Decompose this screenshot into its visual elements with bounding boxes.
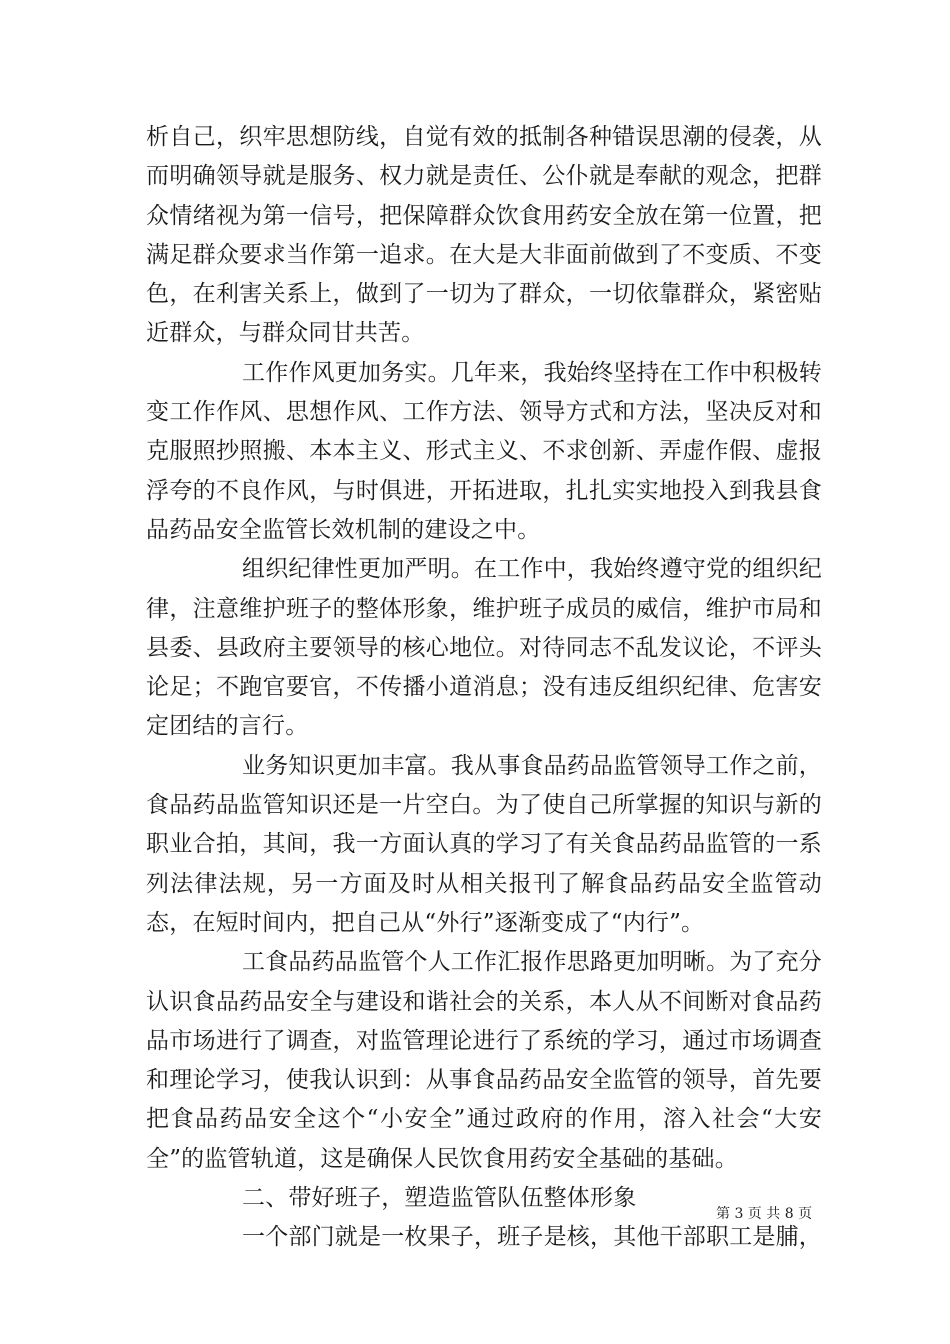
section-heading-2: 二、带好班子，塑造监管队伍整体形象 (242, 1185, 637, 1212)
document-body (146, 118, 822, 1258)
paragraph-5: 工食品药品监管个人工作汇报作思路更加明晰。为了充分认识食品药品安全与建设和谐社会的关系，本人从不间断对食品药品市场进行了调查，对监管理论进行了系统的学习，通过市场调查和理论学习，使我认识到：从事食品药品安全监管的领导，首先要把食品药品安全这个“小安全”通过政府的作用，溶入社会“大安全”的监管轨道，这是确保人民饮食用药安全基础的基础。 (146, 949, 822, 1172)
paragraph-1: 析自己，织牢思想防线，自觉有效的抵制各种错误思潮的侵袭，从而明确领导就是服务、权力就是责任、公仆就是奉献的观念，把群众情绪视为第一信号，把保障群众饮食用药安全放在第一位置，把满足群众要求当作第一追求。在大是大非面前做到了不变质、不变色，在利害关系上，做到了一切为了群众，一切依靠群众，紧密贴近群众，与群众同甘共苦。 (146, 124, 822, 347)
paragraph-2: 工作作风更加务实。几年来，我始终坚持在工作中积极转变工作作风、思想作风、工作方法、领导方式和方法，坚决反对和克服照抄照搬、本本主义、形式主义、不求创新、弄虚作假、虚报浮夸的不良作风，与时俱进，开拓进取，扎扎实实地投入到我县食品药品安全监管长效机制的建设之中。 (146, 359, 822, 543)
page-number-footer: 第 3 页 共 8 页 (716, 1206, 813, 1222)
paragraph-7: 一个部门就是一枚果子，班子是核，其他干部职工是脯， (242, 1224, 822, 1251)
paragraph-3: 组织纪律性更加严明。在工作中，我始终遵守党的组织纪律，注意维护班子的整体形象，维护班子成员的威信，维护市局和县委、县政府主要领导的核心地位。对待同志不乱发议论，不评头论足；不跑官要官，不传播小道消息；没有违反组织纪律、危害安定团结的言行。 (146, 556, 822, 740)
paragraph-4: 业务知识更加丰富。我从事食品药品监管领导工作之前，食品药品监管知识还是一片空白。为了使自己所掌握的知识与新的职业合拍，其间，我一方面认真的学习了有关食品药品监管的一系列法律法规，另一方面及时从相关报刊了解食品药品安全监管动态，在短时间内，把自己从“外行”逐渐变成了“内行”。 (146, 752, 822, 936)
